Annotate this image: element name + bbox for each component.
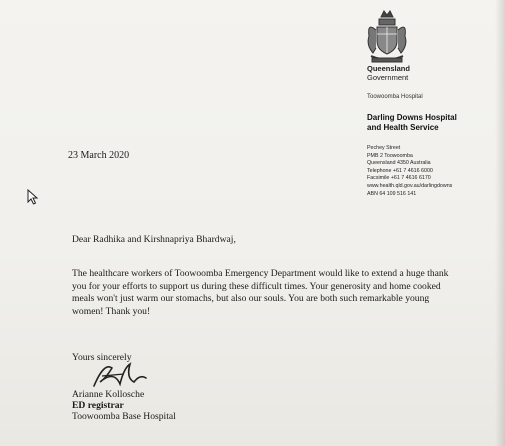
address-line: Telephone +61 7 4616 6000	[367, 167, 433, 174]
body-line: you for your efforts to support us during these difficult times. Your generosity and home cooked	[72, 280, 441, 292]
body-line: meals won't just warm our stomachs, but also our souls. You are both such remarkable young	[72, 293, 430, 304]
signer-block	[72, 389, 176, 422]
mouse-pointer-icon	[27, 189, 39, 205]
salutation: Dear Radhika and Kirshnapriya Bhardwaj,	[72, 234, 236, 245]
signer-name: Arianne Kollosche	[72, 389, 145, 400]
body-line: The healthcare workers of Toowoomba Emergency Department would like to extend a huge thank	[72, 268, 449, 279]
body-line: women! Thank you!	[72, 305, 151, 317]
signer-role: ED registrar	[72, 400, 124, 411]
page-edge-shadow	[495, 0, 505, 446]
service-line-1: Darling Downs Hospital	[367, 113, 457, 122]
service-line-2: and Health Service	[367, 123, 439, 132]
address-line: Queensland 4350 Australia	[367, 160, 431, 167]
government-name: Queensland	[367, 64, 410, 73]
address-line: www.health.qld.gov.au/darlingdowns	[367, 182, 453, 189]
queensland-coat-of-arms-icon	[360, 8, 414, 66]
health-service-name	[367, 113, 497, 133]
hospital-name-small: Toowoomba Hospital	[367, 94, 423, 100]
letter-date: 23 March 2020	[68, 150, 130, 161]
address-block	[367, 145, 502, 198]
signer-organisation: Toowoomba Base Hospital	[72, 411, 176, 422]
address-line: PMB 2 Toowoomba	[367, 152, 413, 159]
address-line: Facsimile +61 7 4616 6170	[367, 175, 431, 182]
letter-body	[72, 268, 497, 318]
government-word: Government	[367, 73, 409, 82]
closing: Yours sincerely	[72, 352, 132, 363]
address-line: Pechey Street	[367, 145, 401, 151]
address-line: ABN 64 109 516 141	[367, 190, 417, 197]
handwritten-signature	[90, 356, 150, 392]
